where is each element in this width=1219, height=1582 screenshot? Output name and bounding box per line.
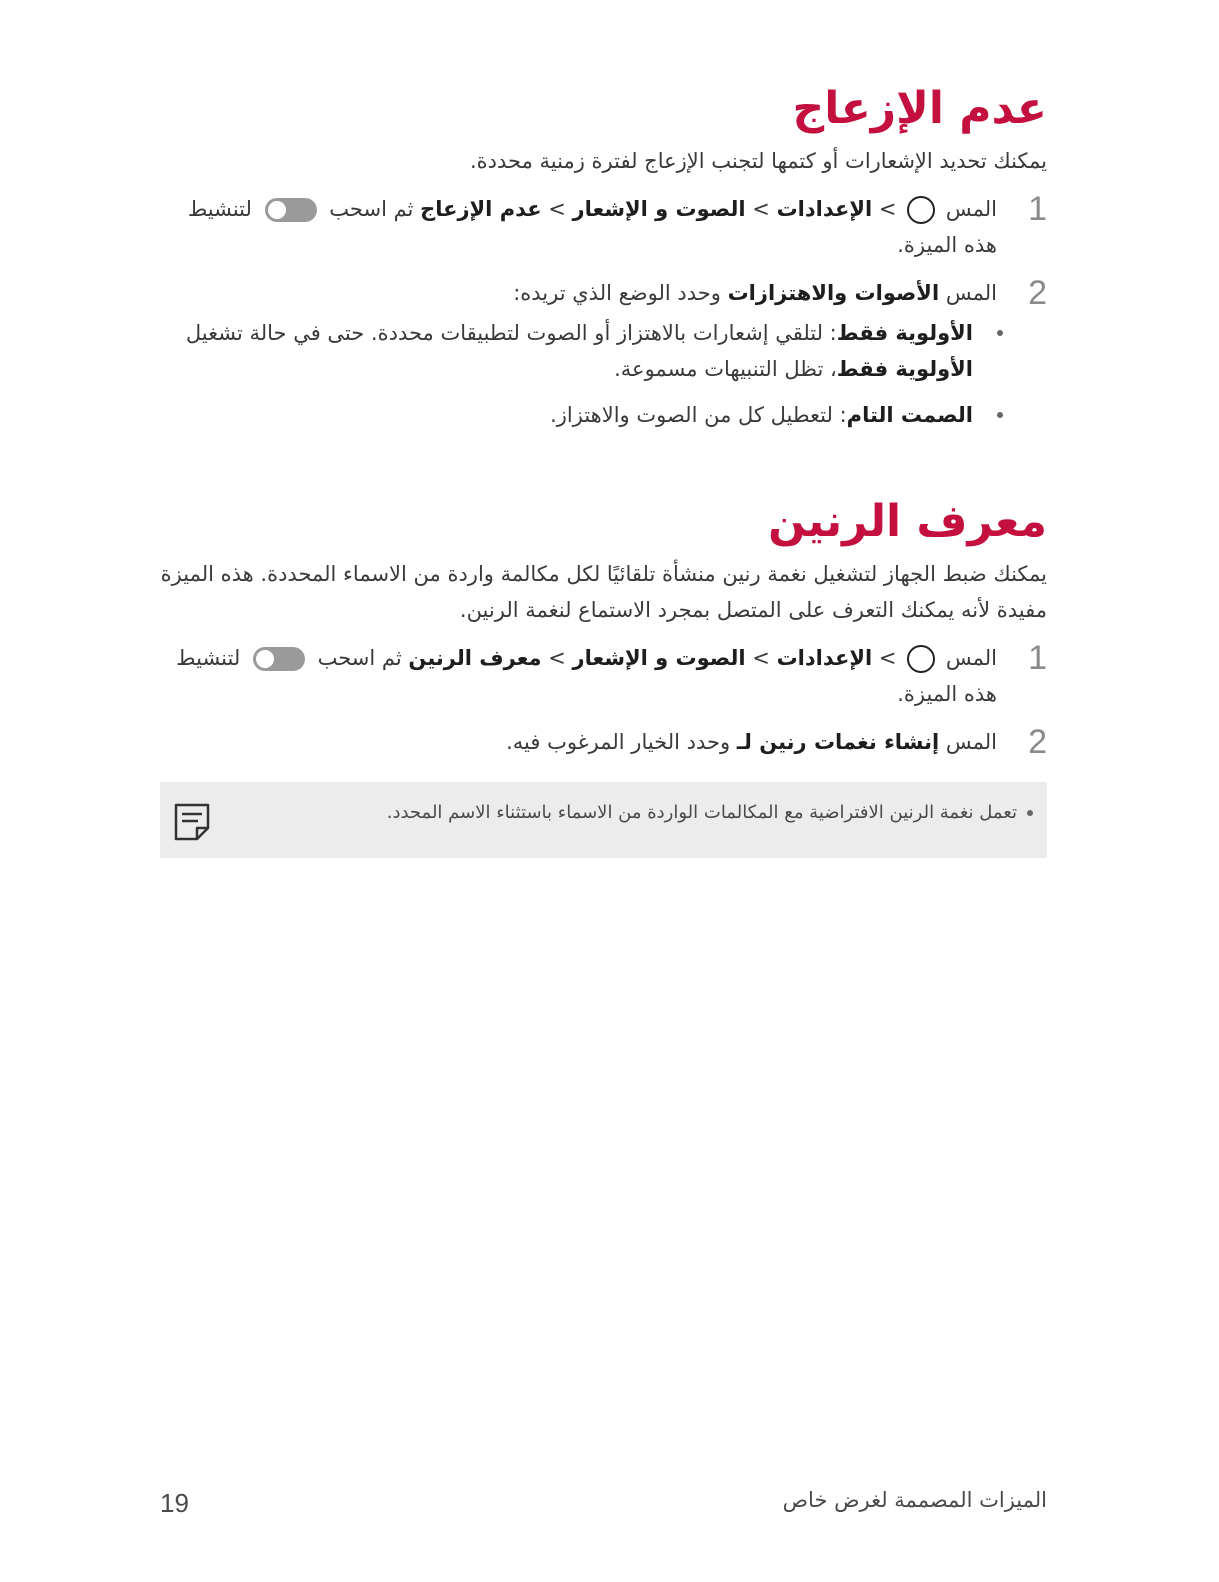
list-item-total-silence (160, 397, 989, 433)
term-priority-only: الأولوية فقط (836, 321, 973, 346)
page-content (160, 80, 1047, 858)
step-rest: وحدد الخيار المرغوب فيه. (506, 730, 731, 755)
note-box (160, 782, 1047, 858)
section-title-ringtone-id: معرف الرنين (768, 496, 1047, 548)
step-number: 1 (1028, 639, 1047, 678)
separator: > (752, 646, 770, 671)
step-text (160, 191, 1003, 263)
page-footer (160, 1488, 1047, 1524)
chapter-label: الميزات المصممة لغرض خاص (782, 1488, 1047, 1512)
step-number: 2 (1028, 274, 1047, 313)
list-item-priority-only (160, 315, 989, 387)
touch-word: المس (945, 197, 997, 222)
then-drag: ثم اسحب (317, 646, 402, 671)
menu-path-settings: الإعدادات (776, 197, 873, 222)
menu-path-settings: الإعدادات (776, 646, 873, 671)
toggle-switch-icon (265, 198, 317, 222)
then-drag: ثم اسحب (329, 197, 414, 222)
section-ringtone-id (160, 493, 1047, 858)
step-rest: وحدد الوضع الذي تريده: (513, 281, 721, 306)
step-text (160, 724, 1003, 760)
separator: > (878, 197, 897, 222)
section-intro: يمكنك تحديد الإشعارات أو كتمها لتجنب الإزعاج لفترة زمنية محددة. (469, 149, 1047, 174)
step-text (160, 640, 1003, 712)
step-text (160, 275, 1003, 311)
term-priority-only-inline: الأولوية فقط (836, 357, 973, 382)
menu-path-ringtone-id: معرف الرنين (408, 646, 542, 671)
term-description: : لتعطيل كل من الصوت والاهتزاز. (550, 403, 847, 428)
touch-word: المس (945, 730, 997, 755)
step-end: هذه الميزة. (897, 682, 997, 707)
option-create-ringtones: إنشاء نغمات رنين لـ (736, 730, 940, 755)
to-activate: لتنشيط (176, 646, 241, 671)
step-2 (160, 275, 1047, 311)
term-total-silence: الصمت التام (846, 403, 973, 428)
menu-path-sound-notification: الصوت و الإشعار (572, 646, 746, 671)
separator: > (752, 197, 770, 222)
menu-path-sound-notification: الصوت و الإشعار (572, 197, 746, 222)
toggle-switch-icon (253, 647, 305, 671)
option-sounds-vibrations: الأصوات والاهتزازات (727, 281, 940, 306)
to-activate: لتنشيط (187, 197, 252, 222)
section-title-do-not-disturb: عدم الإزعاج (792, 83, 1047, 134)
separator: > (878, 646, 897, 671)
note-icon (160, 796, 224, 842)
step-number: 1 (1028, 190, 1047, 229)
section-intro: يمكنك ضبط الجهاز لتشغيل نغمة رنين منشأة تلقائيًا لكل مكالمة واردة من الاسماء المحددة. هذه الميزة مفيدة لأنه يمكنك التعرف على المتصل بمجرد الاستماع لنغمة الرنين. (160, 562, 1047, 623)
touch-word: المس (945, 281, 997, 306)
step-1 (160, 640, 1047, 712)
home-circle-icon (907, 645, 935, 673)
touch-word: المس (945, 646, 997, 671)
step-number: 2 (1028, 723, 1047, 762)
step-1 (160, 191, 1047, 263)
home-circle-icon (907, 196, 935, 224)
menu-path-do-not-disturb: عدم الإزعاج (420, 197, 542, 222)
note-text: تعمل نغمة الرنين الافتراضية مع المكالمات الواردة من الاسماء باستثناء الاسم المحدد. (224, 796, 1047, 830)
term-description: : لتلقي إشعارات بالاهتزاز أو الصوت لتطبيقات محددة. حتى في حالة تشغيل (185, 321, 837, 346)
page-number: 19 (160, 1488, 189, 1518)
separator: > (548, 646, 566, 671)
step-end: هذه الميزة. (897, 233, 997, 258)
separator: > (548, 197, 566, 222)
step-2 (160, 724, 1047, 760)
term-description-end: ، تظل التنبيهات مسموعة. (614, 357, 837, 382)
mode-list (160, 315, 1047, 433)
